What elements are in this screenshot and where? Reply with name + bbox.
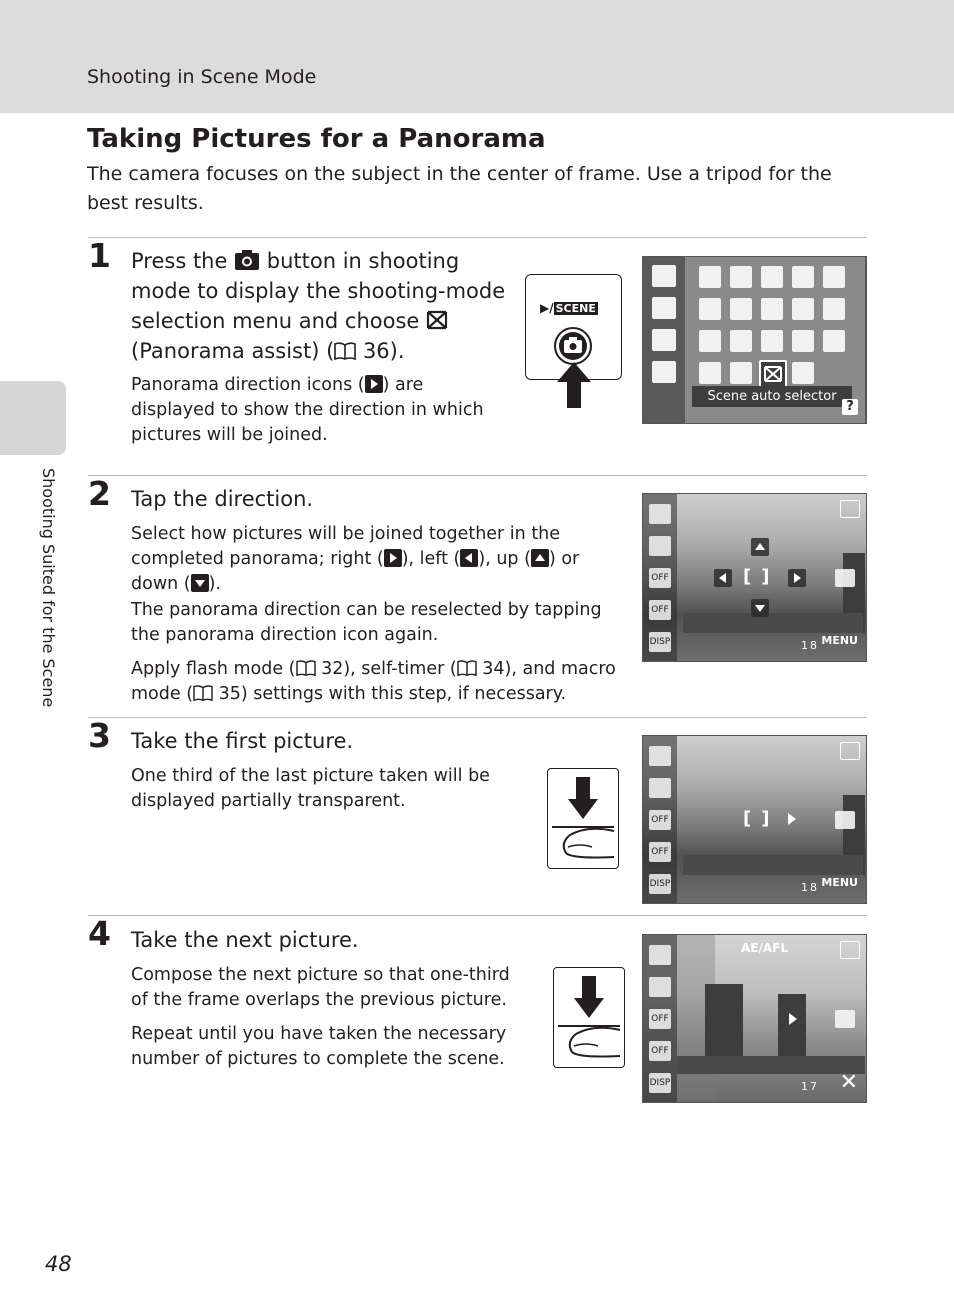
step-number: 3 <box>88 716 111 755</box>
side-tab <box>0 381 66 455</box>
up-direction-button[interactable] <box>751 538 769 556</box>
ae-afl-indicator: AE/AFL <box>741 941 788 955</box>
scene-auto-icon[interactable] <box>699 266 721 288</box>
step-body-part: 35) settings with this step, if necessary. <box>213 684 567 704</box>
help-icon[interactable]: ? <box>842 399 858 415</box>
header-band <box>0 0 954 113</box>
vibration-reduction-icon <box>840 500 860 518</box>
display-icon[interactable]: DISP <box>649 632 671 652</box>
book-reference-icon <box>457 659 477 677</box>
flash-mode-icon[interactable] <box>649 536 671 556</box>
step-heading <box>131 246 516 366</box>
scene-button-label <box>540 301 598 315</box>
night-portrait-icon[interactable] <box>823 266 845 288</box>
panorama-assist-icon[interactable] <box>759 360 787 388</box>
up-arrow-icon <box>531 549 549 567</box>
next-picture-screen <box>642 934 867 1103</box>
book-reference-icon <box>296 659 316 677</box>
voice-recording-icon[interactable] <box>792 362 814 384</box>
step-number: 4 <box>88 914 111 953</box>
image-mode-icon <box>835 569 855 587</box>
step-body-part: ), up ( <box>478 549 531 569</box>
sunset-icon[interactable] <box>761 298 783 320</box>
shutter-press-illustration <box>553 967 625 1068</box>
scene-mode-icon[interactable] <box>652 297 676 319</box>
image-mode-icon <box>835 811 855 829</box>
night-landscape-icon[interactable] <box>823 298 845 320</box>
vibration-reduction-icon <box>840 941 860 959</box>
shutter-press-icon <box>548 769 618 868</box>
section-title: Shooting in Scene Mode <box>87 66 317 88</box>
right-direction-indicator <box>787 1012 799 1026</box>
focus-brackets: [] <box>743 808 780 829</box>
flash-mode-icon[interactable] <box>649 778 671 798</box>
menu-button[interactable]: MENU <box>821 876 858 889</box>
down-direction-button[interactable] <box>751 599 769 617</box>
step-body: The panorama direction can be reselected by tapping the panorama direction icon again. <box>131 600 602 645</box>
macro-mode-icon[interactable]: OFF <box>649 1041 671 1061</box>
self-timer-icon[interactable]: OFF <box>649 1009 671 1029</box>
page-number: 48 <box>45 1252 72 1276</box>
step-body-part: ). <box>208 574 221 594</box>
book-reference-icon <box>334 341 356 361</box>
step-body <box>131 373 511 448</box>
divider <box>88 237 867 238</box>
step-body: One third of the last picture taken will be displayed partially transparent. <box>131 766 490 811</box>
fireworks-icon[interactable] <box>792 330 814 352</box>
step-heading-part: button in shooting mode to display the shooting-mode selection menu and choose <box>131 249 506 333</box>
dusk-icon[interactable] <box>792 298 814 320</box>
right-direction-indicator <box>786 812 798 826</box>
panorama-mode-icon[interactable] <box>649 504 671 524</box>
smart-portrait-icon[interactable] <box>652 329 676 351</box>
step-body-part: ), left ( <box>401 549 461 569</box>
shoreline <box>683 855 863 875</box>
museum-icon[interactable] <box>761 330 783 352</box>
step-number: 2 <box>88 474 111 513</box>
portrait-icon[interactable] <box>730 266 752 288</box>
book-reference-icon <box>193 684 213 702</box>
panorama-mode-icon[interactable] <box>649 945 671 965</box>
camera-icon <box>234 249 260 271</box>
step-body <box>131 657 621 707</box>
divider <box>88 475 867 476</box>
menu-button[interactable]: MENU <box>821 634 858 647</box>
sports-icon[interactable] <box>792 266 814 288</box>
end-panorama-button[interactable]: ✕ <box>839 1070 858 1095</box>
left-direction-button[interactable] <box>714 569 732 587</box>
step-body-part: Panorama direction icons ( <box>131 375 365 395</box>
display-icon[interactable]: DISP <box>649 1073 671 1093</box>
first-picture-screen <box>642 735 867 904</box>
remaining-exposures: 18 <box>801 881 819 894</box>
down-arrow-icon <box>191 574 209 592</box>
right-direction-button[interactable] <box>788 569 806 587</box>
shutter-press-icon <box>554 968 624 1067</box>
copy-icon[interactable] <box>823 330 845 352</box>
display-icon[interactable]: DISP <box>649 874 671 894</box>
flash-mode-icon[interactable] <box>649 977 671 997</box>
step-heading-part: Press the <box>131 249 235 273</box>
food-icon[interactable] <box>730 330 752 352</box>
self-timer-icon[interactable]: OFF <box>649 568 671 588</box>
shutter-press-illustration <box>547 768 619 869</box>
step-body-part: ) or down ( <box>131 549 580 594</box>
movie-icon: ▶/ <box>540 301 554 315</box>
self-timer-icon[interactable]: OFF <box>649 810 671 830</box>
page-title: Taking Pictures for a Panorama <box>87 124 546 154</box>
divider <box>88 915 867 916</box>
camera-mode-button[interactable] <box>554 327 592 365</box>
step-body-part: 32), self-timer ( <box>315 659 457 679</box>
step-heading-part: 36). <box>356 339 405 363</box>
right-arrow-icon <box>384 549 402 567</box>
step-body: Compose the next picture so that one-third of the frame overlaps the previous picture. <box>131 965 510 1010</box>
step-body-part: Apply flash mode ( <box>131 659 296 679</box>
macro-mode-icon[interactable]: OFF <box>649 842 671 862</box>
step-heading: Take the first picture. <box>131 729 354 753</box>
draw-icon[interactable] <box>699 362 721 384</box>
step-heading: Tap the direction. <box>131 487 314 511</box>
step-number: 1 <box>88 236 111 275</box>
scene-label: SCENE <box>555 302 596 315</box>
remaining-exposures: 17 <box>801 1080 819 1093</box>
side-label: Shooting Suited for the Scene <box>39 468 58 708</box>
intro-text: The camera focuses on the subject in the center of frame. Use a tripod for the best results. <box>87 163 832 214</box>
shoreline <box>677 1056 865 1074</box>
image-mode-icon <box>835 1010 855 1028</box>
movie-mode-icon[interactable] <box>652 361 676 383</box>
step-body <box>131 522 621 597</box>
party-icon[interactable] <box>699 298 721 320</box>
remaining-exposures: 18 <box>801 639 819 652</box>
beach-icon[interactable] <box>730 298 752 320</box>
panorama-icon <box>426 309 448 331</box>
macro-mode-icon[interactable]: OFF <box>649 600 671 620</box>
divider <box>88 717 867 718</box>
step-body: Repeat until you have taken the necessary number of pictures to complete the scene. <box>131 1024 507 1069</box>
step-body-part: 34), and macro mode ( <box>131 659 616 704</box>
shoreline <box>683 613 863 633</box>
step-body-part: Select how pictures will be joined together in the completed panorama; right ( <box>131 524 561 569</box>
step-heading-part: (Panorama assist) ( <box>131 339 335 363</box>
focus-brackets: [] <box>743 566 780 587</box>
close-up-icon[interactable] <box>699 330 721 352</box>
landscape-icon[interactable] <box>761 266 783 288</box>
step-body-part: ) are displayed to show the direction in which pictures will be joined. <box>131 375 484 445</box>
menu-caption: Scene auto selector <box>692 386 852 407</box>
direction-select-screen <box>642 493 867 662</box>
backlighting-icon[interactable] <box>730 362 752 384</box>
shooting-mode-menu-screen <box>642 256 867 424</box>
auto-mode-icon[interactable] <box>652 265 676 287</box>
vibration-reduction-icon <box>840 742 860 760</box>
panorama-mode-icon[interactable] <box>649 746 671 766</box>
left-arrow-icon <box>460 549 478 567</box>
step-heading: Take the next picture. <box>131 928 359 952</box>
press-arrow-icon <box>556 362 592 408</box>
right-arrow-icon <box>365 375 383 393</box>
